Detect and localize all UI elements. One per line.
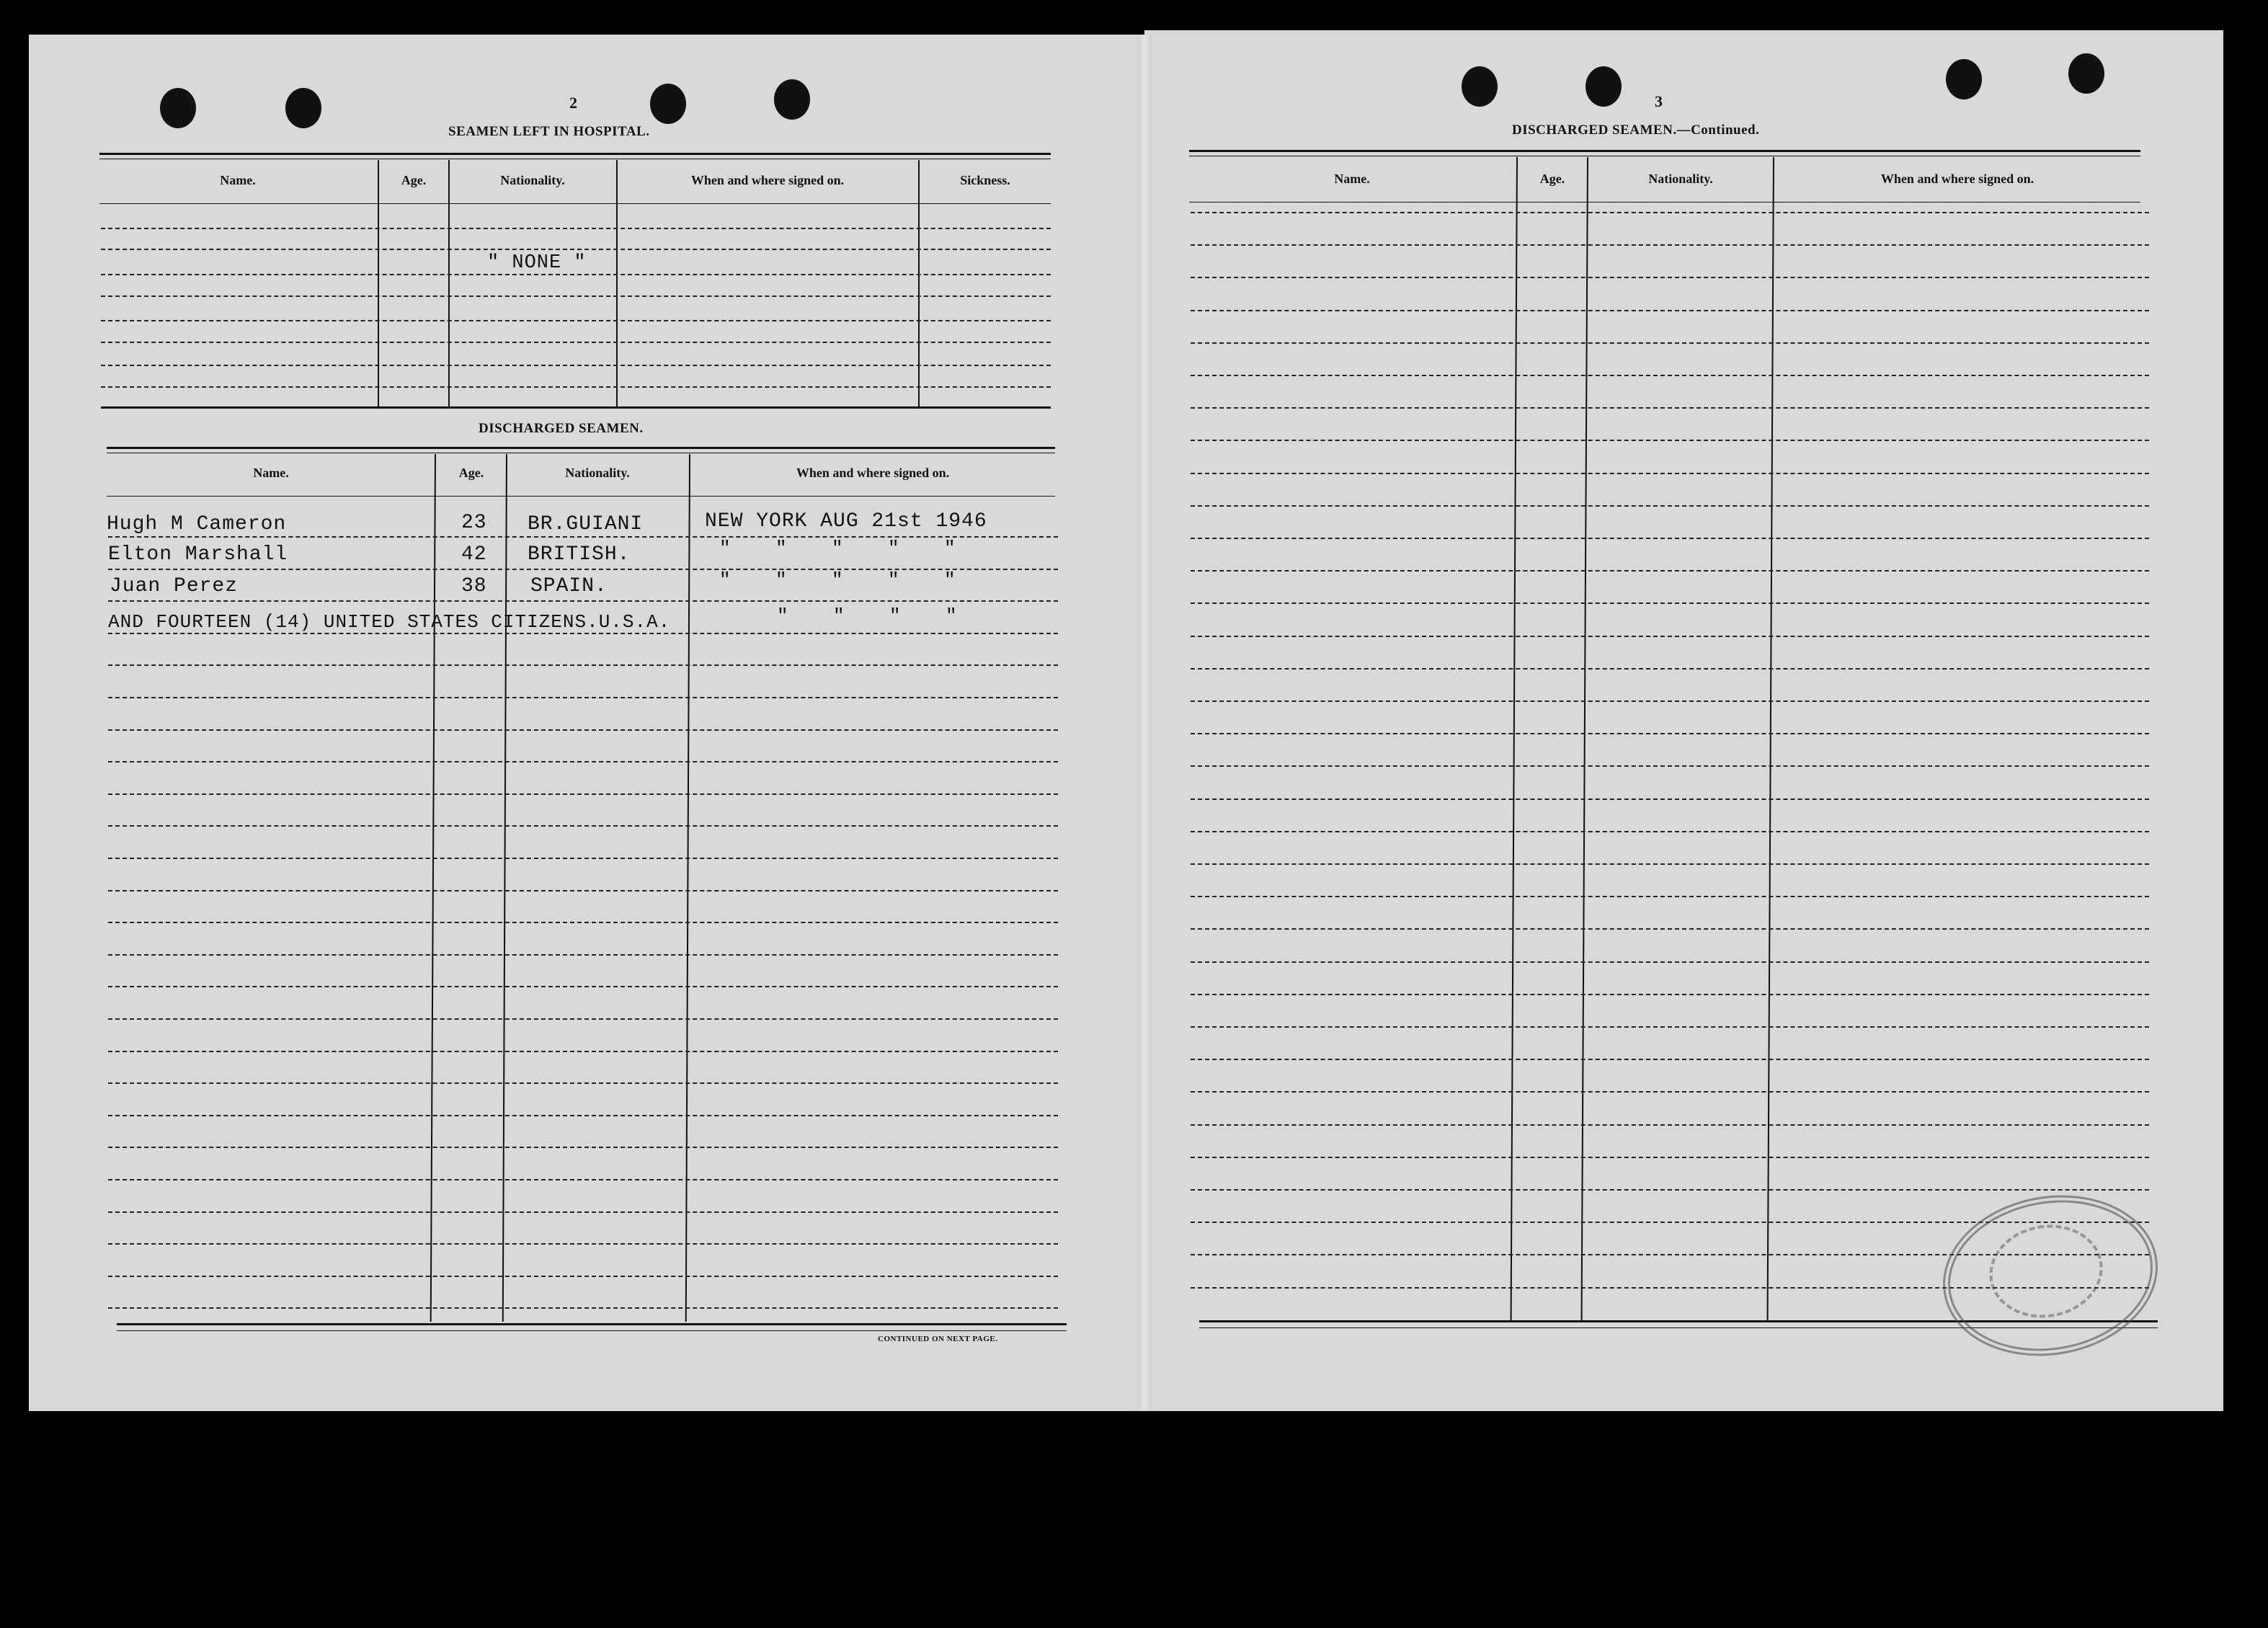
- row-line: [108, 1211, 1058, 1213]
- row-line: [1191, 896, 2149, 897]
- hospital-entry: " NONE ": [487, 252, 587, 274]
- row-line: [1191, 636, 2149, 637]
- seaman-name: Juan Perez: [110, 575, 239, 597]
- column-divider: [448, 160, 450, 406]
- table-rule: [107, 496, 1055, 497]
- row-line: [1191, 961, 2149, 963]
- citizens-summary-ditto: " " " ": [777, 605, 957, 627]
- row-line: [1191, 700, 2149, 702]
- row-line: [1191, 602, 2149, 604]
- row-line: [1191, 765, 2149, 767]
- row-line: [1191, 440, 2149, 441]
- seaman-nationality: SPAIN.: [530, 575, 608, 597]
- hospital-col-nationality: Nationality.: [500, 173, 565, 187]
- row-line: [108, 954, 1058, 956]
- seaman-nationality: BR.GUIANI: [528, 513, 644, 535]
- discharged-section-title: DISCHARGED SEAMEN.: [479, 421, 644, 436]
- column-divider: [616, 160, 618, 406]
- punch-hole: [1462, 66, 1498, 107]
- row-line: [101, 274, 1051, 275]
- row-line: [108, 1276, 1058, 1277]
- row-line: [1191, 342, 2149, 344]
- row-line: [108, 858, 1058, 859]
- row-line: [101, 228, 1051, 229]
- column-divider: [918, 160, 920, 406]
- column-divider: [378, 160, 379, 406]
- seaman-age: 23: [461, 512, 487, 534]
- punch-hole: [1946, 59, 1982, 99]
- punch-hole: [774, 79, 810, 120]
- row-line: [1191, 244, 2149, 246]
- row-line: [1191, 799, 2149, 800]
- row-line: [1191, 863, 2149, 865]
- row-line: [1191, 407, 2149, 409]
- page-fold: [1137, 35, 1152, 1411]
- row-line: [101, 365, 1051, 366]
- row-line: [1191, 570, 2149, 571]
- punch-hole: [160, 88, 196, 128]
- table-rule: [101, 406, 1051, 409]
- row-line: [1191, 668, 2149, 670]
- row-line: [101, 295, 1051, 297]
- row-line: [108, 1082, 1058, 1084]
- table-rule: [1189, 150, 2140, 152]
- row-line: [108, 1307, 1058, 1309]
- discharged-col-nationality: Nationality.: [565, 466, 630, 480]
- row-line: [108, 729, 1058, 731]
- table-rule: [99, 153, 1051, 155]
- hospital-col-sickness: Sickness.: [960, 173, 1010, 187]
- left-page: [29, 35, 1144, 1411]
- row-line: [108, 922, 1058, 923]
- row-line: [101, 249, 1051, 250]
- discharged-col-age: Age.: [458, 466, 484, 480]
- row-line: [1191, 473, 2149, 474]
- row-line: [1191, 277, 2149, 278]
- table-rule: [107, 447, 1055, 449]
- seaman-age: 38: [461, 575, 487, 597]
- row-line: [101, 342, 1051, 343]
- row-line: [108, 1147, 1058, 1148]
- right-col-nationality: Nationality.: [1648, 172, 1713, 186]
- row-line: [108, 664, 1058, 666]
- row-line: [1191, 1124, 2149, 1126]
- row-line: [101, 320, 1051, 321]
- row-line: [108, 890, 1058, 891]
- table-rule: [1189, 202, 2140, 203]
- row-line: [108, 633, 1058, 634]
- row-line: [1191, 538, 2149, 539]
- table-rule: [117, 1323, 1067, 1325]
- row-line: [108, 761, 1058, 762]
- row-line: [1191, 733, 2149, 734]
- punch-hole: [650, 84, 686, 124]
- left-page-number: 2: [569, 94, 577, 112]
- hospital-col-signed-on: When and where signed on.: [690, 173, 845, 187]
- punch-hole: [2068, 53, 2104, 94]
- row-line: [1191, 1059, 2149, 1060]
- row-line: [1191, 212, 2149, 213]
- row-line: [108, 1243, 1058, 1245]
- discharged-col-name: Name.: [253, 466, 289, 480]
- row-line: [101, 386, 1051, 388]
- row-line: [1191, 994, 2149, 995]
- hospital-col-age: Age.: [401, 173, 427, 187]
- row-line: [108, 697, 1058, 698]
- row-line: [1191, 1026, 2149, 1028]
- row-line: [1191, 831, 2149, 832]
- continued-footer: CONTINUED ON NEXT PAGE.: [878, 1335, 998, 1343]
- row-line: [108, 1018, 1058, 1020]
- row-line: [1191, 928, 2149, 930]
- table-rule: [99, 203, 1051, 204]
- seaman-signed-on-ditto: " " " " ": [719, 538, 956, 559]
- row-line: [1191, 1091, 2149, 1093]
- seaman-nationality: BRITISH.: [528, 543, 631, 566]
- seaman-signed-on-ditto: " " " " ": [719, 569, 956, 591]
- row-line: [1191, 375, 2149, 376]
- right-section-title: DISCHARGED SEAMEN.—Continued.: [1512, 123, 1760, 138]
- row-line: [108, 825, 1058, 827]
- discharged-col-signed-on: When and where signed on.: [796, 466, 950, 480]
- punch-hole: [285, 88, 321, 128]
- punch-hole: [1586, 66, 1622, 107]
- row-line: [1191, 310, 2149, 311]
- seaman-name: Elton Marshall: [108, 543, 288, 566]
- citizens-summary: AND FOURTEEN (14) UNITED STATES CITIZENS.U.S.A.: [108, 611, 671, 633]
- hospital-col-name: Name.: [220, 173, 256, 187]
- row-line: [1191, 1157, 2149, 1158]
- row-line: [108, 793, 1058, 795]
- right-col-signed-on: When and where signed on.: [1880, 172, 2034, 186]
- right-col-age: Age.: [1539, 172, 1565, 186]
- seaman-age: 42: [461, 543, 487, 566]
- right-col-name: Name.: [1334, 172, 1370, 186]
- row-line: [108, 1051, 1058, 1052]
- hospital-section-title: SEAMEN LEFT IN HOSPITAL.: [448, 124, 650, 139]
- seaman-name: Hugh M Cameron: [107, 513, 287, 535]
- row-line: [108, 986, 1058, 987]
- seaman-signed-on: NEW YORK AUG 21st 1946: [705, 510, 987, 533]
- row-line: [1191, 505, 2149, 507]
- row-line: [1191, 1189, 2149, 1191]
- row-line: [108, 600, 1058, 602]
- right-page-number: 3: [1655, 92, 1663, 110]
- table-rule: [117, 1330, 1067, 1331]
- row-line: [108, 1179, 1058, 1180]
- row-line: [108, 1115, 1058, 1116]
